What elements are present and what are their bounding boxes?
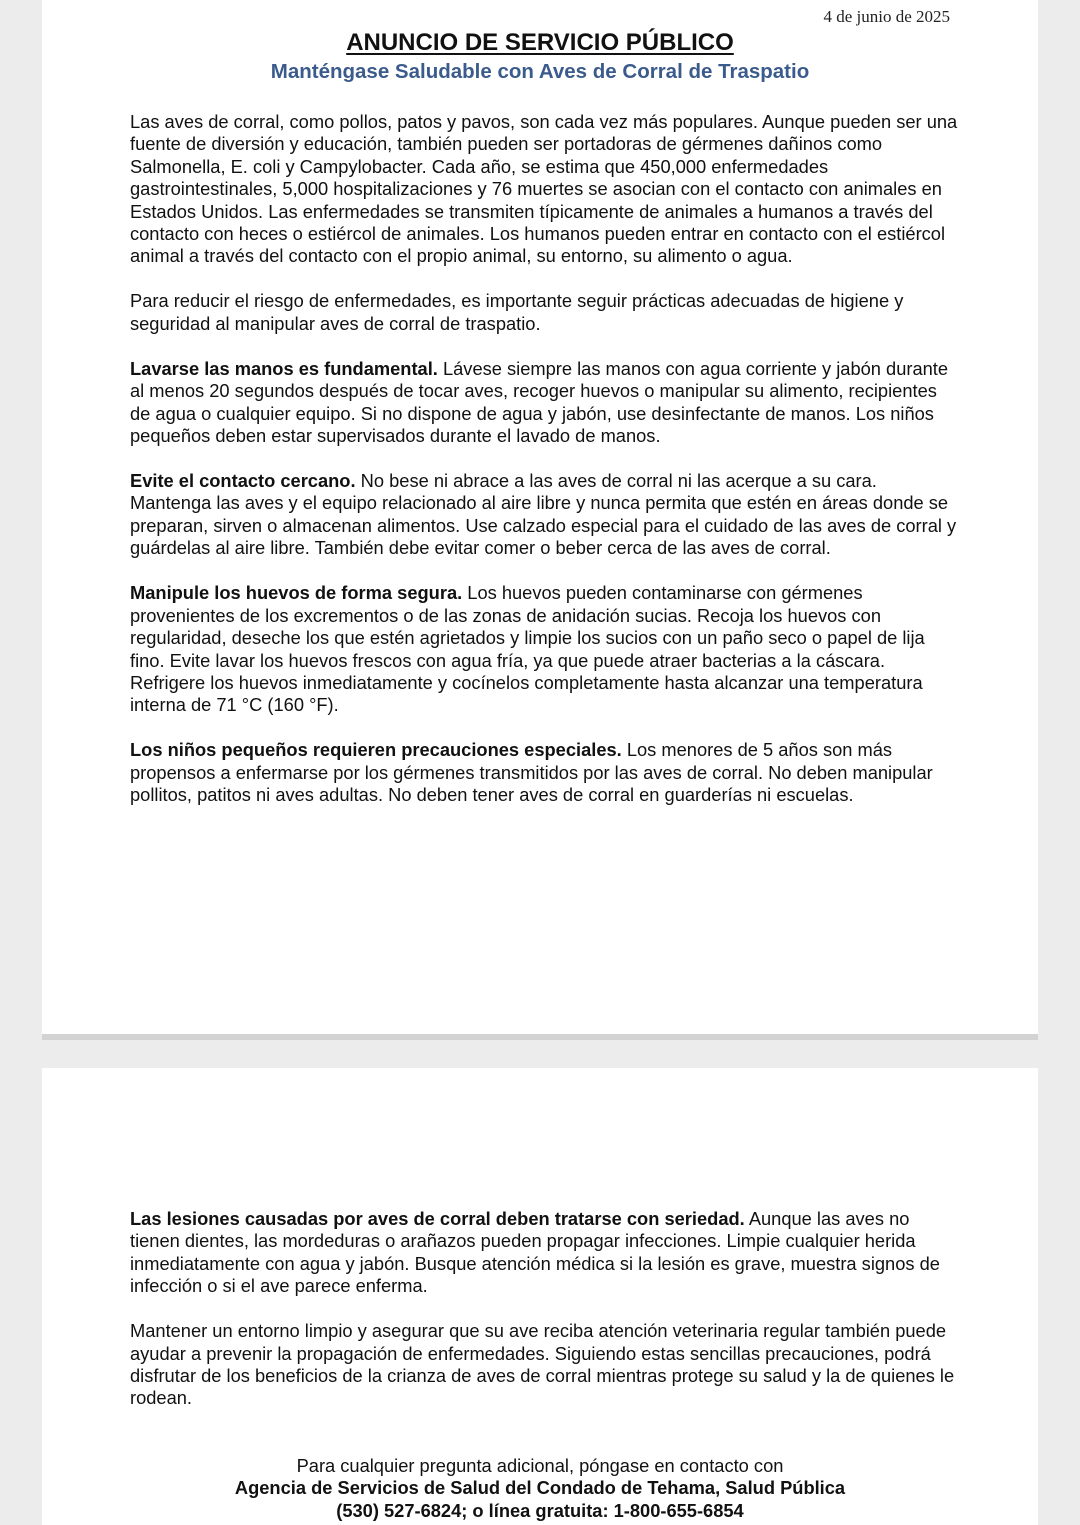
section-children xyxy=(130,739,960,806)
date: 4 de junio de 2025 xyxy=(823,7,950,26)
section-handwashing xyxy=(130,358,960,448)
section-heading: Evite el contacto cercano. xyxy=(130,470,356,492)
section-heading: Manipule los huevos de forma segura. xyxy=(130,582,463,604)
section-body: Los huevos pueden contaminarse con gérmenes provenientes de los excrementos o de las zonas de anidación sucias. Recoja los huevos con regularidad, deseche los que estén agrietados y limpie los sucios con un paño seco o papel de lija fino. Evite lavar los huevos frescos con agua fría, ya que puede atraer bacterias a la cáscara. Refrigere los huevos inmediatamente y cocínelos completamente hasta alcanzar una temperatura interna de 71 °C (160 °F). xyxy=(130,582,925,716)
section-body: Aunque las aves no tienen dientes, las mordeduras o arañazos pueden propagar infecciones. Limpie cualquier herida inmediatamente con agua y jabón. Busque atención médica si la lesión es grave, muestra signos de infección o si el ave parece enferma. xyxy=(130,1208,940,1297)
footer-intro: Para cualquier pregunta adicional, póngase en contacto con xyxy=(296,1455,784,1476)
page-2-body xyxy=(130,1208,960,1432)
section-body: No bese ni abrace a las aves de corral ni las acerque a su cara. Mantenga las aves y el equipo relacionado al aire libre y nunca permita que estén en áreas donde se preparan, sirven o almacenan alimentos. Use calzado especial para el cuidado de las aves de corral y guárdelas al aire libre. También debe evitar comer o beber cerca de las aves de corral. xyxy=(130,470,957,559)
agency-name: Agencia de Servicios de Salud del Condado de Tehama, Salud Pública xyxy=(234,1477,846,1499)
page-divider xyxy=(42,1034,1038,1040)
page-title: ANUNCIO DE SERVICIO PÚBLICO xyxy=(346,29,734,56)
section-close-contact xyxy=(130,470,960,560)
intro-paragraph: Las aves de corral, como pollos, patos y pavos, son cada vez más populares. Aunque pueden ser una fuente de diversión y educación, también pueden ser portadoras de gérmenes dañinos como Salmonella, E. coli y Campylobacter. Cada año, se estima que 450,000 enfermedades gastrointestinales, 5,000 hospitalizaciones y 76 muertes se asocian con el contacto con animales en Estados Unidos. Las enfermedades se transmiten típicamente de animales a humanos a través del contacto con heces o estiércol de animales. Los humanos pueden entrar en contacto con el estiércol animal a través del contacto con el propio animal, su entorno, su alimento o agua. xyxy=(130,111,958,267)
closing-paragraph: Mantener un entorno limpio y asegurar que su ave reciba atención veterinaria regular también puede ayudar a prevenir la propagación de enfermedades. Siguiendo estas sencillas precauciones, podrá disfrutar de los beneficios de la crianza de aves de corral mientras protege su salud y la de quienes le rodean. xyxy=(130,1320,955,1409)
section-heading: Lavarse las manos es fundamental. xyxy=(130,357,438,379)
page-1-body xyxy=(130,111,960,829)
section-heading: Los niños pequeños requieren precauciones especiales. xyxy=(130,739,622,761)
intro-paragraph-2: Para reducir el riesgo de enfermedades, es importante seguir prácticas adecuadas de higiene y seguridad al manipular aves de corral de traspatio. xyxy=(130,290,904,334)
page-subtitle: Manténgase Saludable con Aves de Corral de Traspatio xyxy=(270,60,810,83)
contact-footer xyxy=(42,1455,1038,1522)
section-body: Los menores de 5 años son más propensos a enfermarse por los gérmenes transmitidos por las aves de corral. No deben manipular pollitos, patitos ni aves adultas. No deben tener aves de corral en guarderías ni escuelas. xyxy=(130,739,933,806)
phone-numbers: (530) 527-6824; o línea gratuita: 1-800-655-6854 xyxy=(336,1499,744,1521)
document-page-2 xyxy=(42,1068,1038,1525)
section-eggs xyxy=(130,582,960,716)
document-page-1 xyxy=(42,0,1038,1034)
section-heading: Las lesiones causadas por aves de corral deben tratarse con seriedad. xyxy=(130,1208,745,1229)
section-body: Lávese siempre las manos con agua corriente y jabón durante al menos 20 segundos después de tocar aves, recoger huevos o manipular su alimento, recipientes de agua o cualquier equipo. Si no dispone de agua y jabón, use desinfectante de manos. Los niños pequeños deben estar supervisados durante el lavado de manos. xyxy=(130,357,949,447)
section-injuries xyxy=(130,1208,960,1298)
